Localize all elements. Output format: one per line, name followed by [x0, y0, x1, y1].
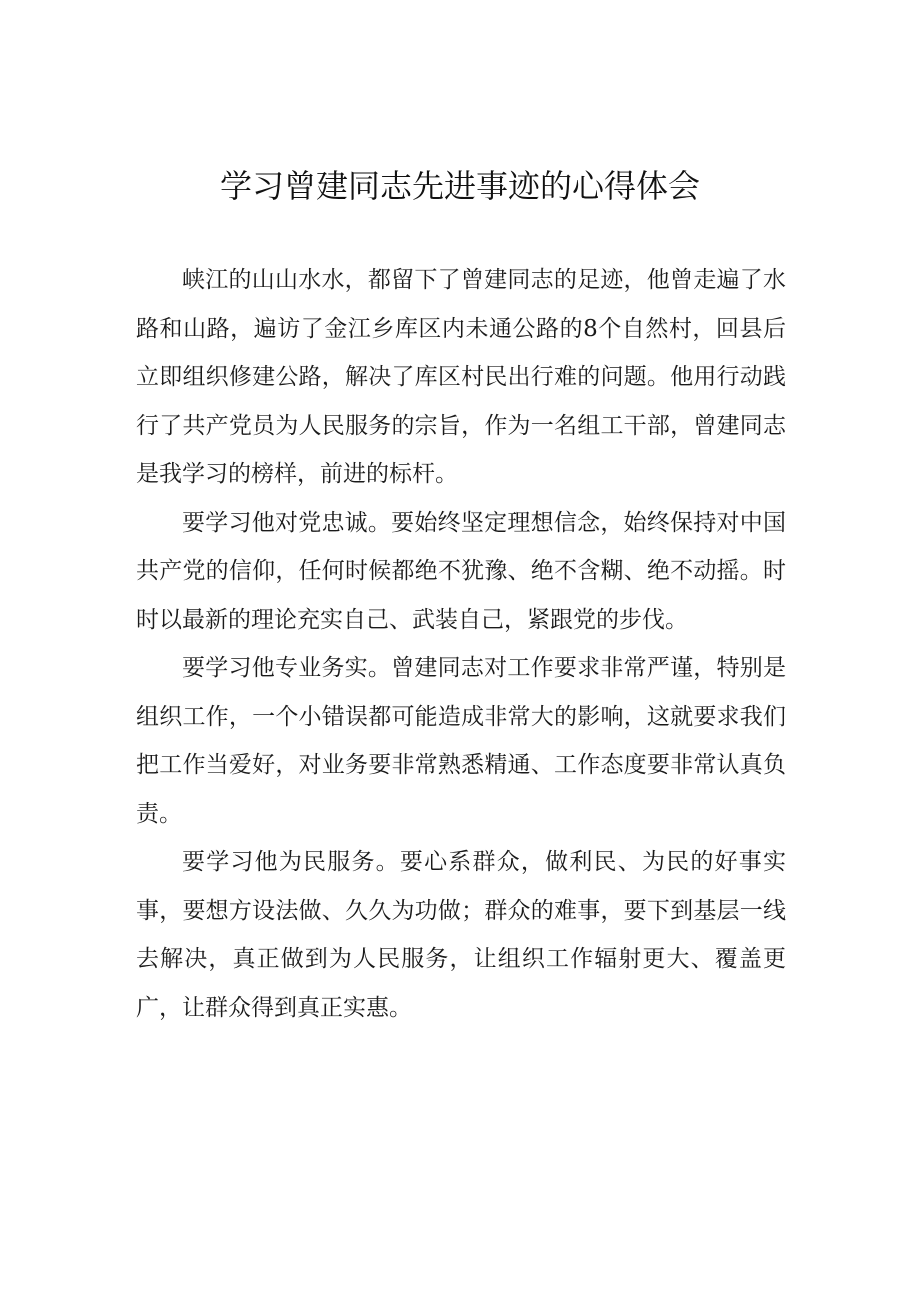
paragraph-4: 要学习他为民服务。要心系群众，做利民、为民的好事实事，要想方设法做、久久为功做；群众的难事，要下到基层一线去解决，真正做到为人民服务，让组织工作辐射更大、覆盖更广，让群众得到真正实惠。	[136, 849, 786, 1021]
document-title: 学习曾建同志先进事迹的心得体会	[219, 167, 700, 205]
document-body	[136, 256, 786, 1032]
paragraph-1: 峡江的山山水水，都留下了曾建同志的足迹，他曾走遍了水路和山路，遍访了金江乡库区内未通公路的8个自然村，回县后立即组织修建公路，解决了库区村民出行难的问题。他用行动践行了共产党员为人民服务的宗旨，作为一名组工干部，曾建同志是我学习的榜样，前进的标杆。	[136, 267, 786, 487]
paragraph-3: 要学习他专业务实。曾建同志对工作要求非常严谨，特别是组织工作，一个小错误都可能造成非常大的影响，这就要求我们把工作当爱好，对业务要非常熟悉精通、工作态度要非常认真负责。	[136, 655, 786, 827]
paragraph-2: 要学习他对党忠诚。要始终坚定理想信念，始终保持对中国共产党的信仰，任何时候都绝不犹豫、绝不含糊、绝不动摇。时时以最新的理论充实自己、武装自己，紧跟党的步伐。	[136, 509, 786, 633]
